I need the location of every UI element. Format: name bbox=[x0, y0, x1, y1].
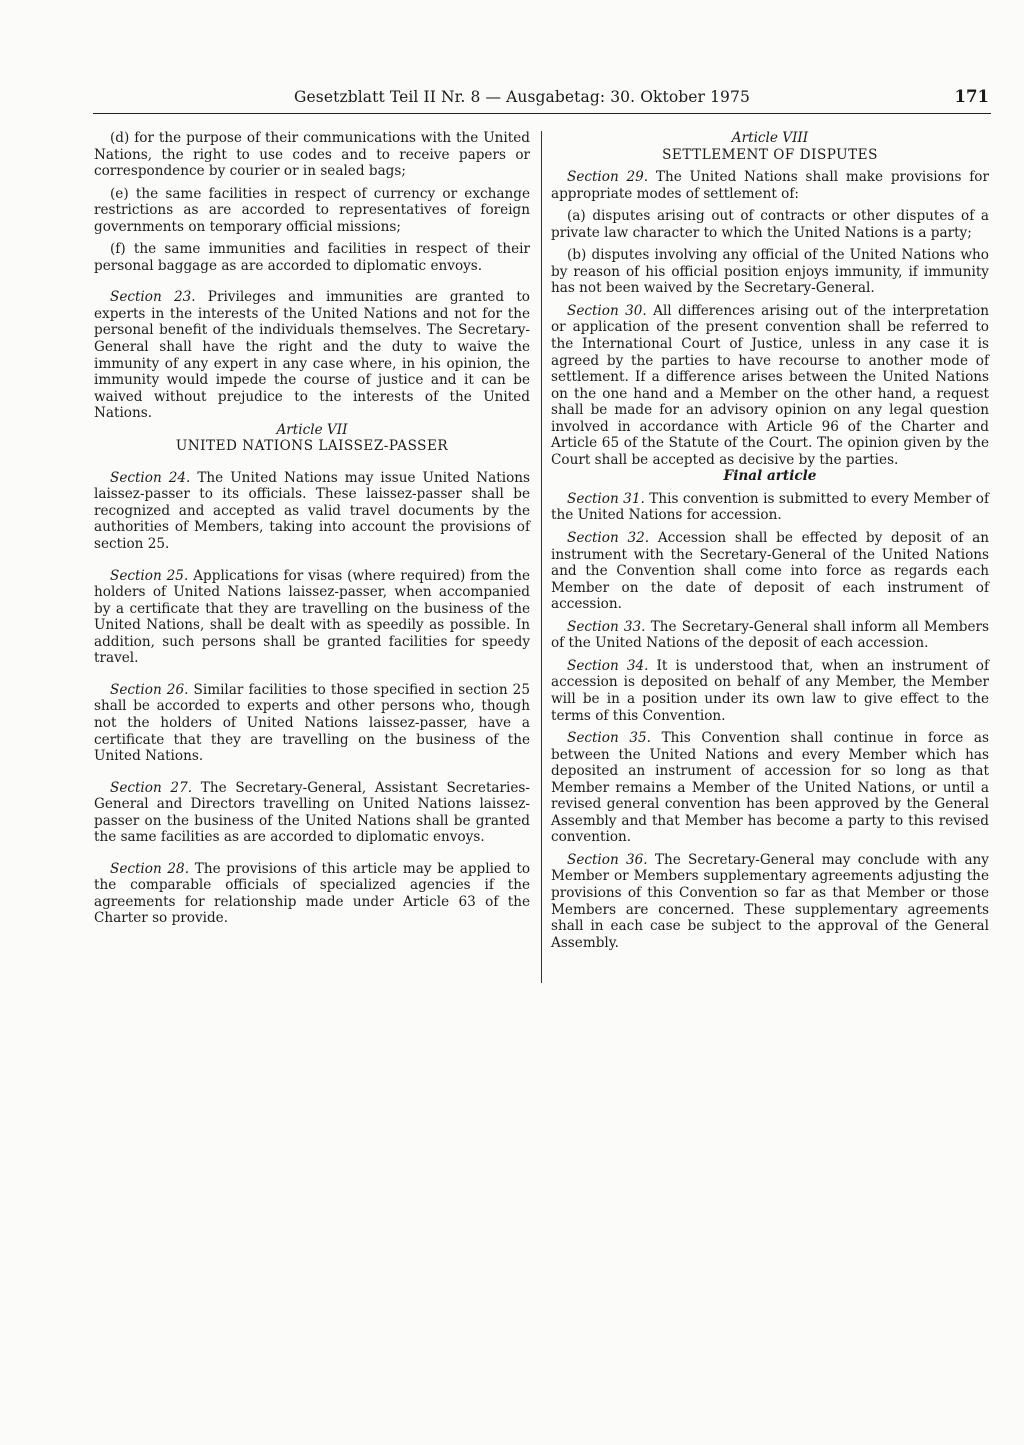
section-34 bbox=[551, 658, 989, 724]
section-label: Section 31. bbox=[567, 490, 645, 507]
section-30 bbox=[551, 303, 989, 468]
section-24 bbox=[94, 470, 530, 553]
page-header bbox=[93, 88, 991, 112]
item-e: (e) the same facilities in respect of currency or exchange restrictions as are accorded to representatives of foreign governments on temporary official missions; bbox=[94, 185, 530, 235]
section-label: Section 30. bbox=[567, 302, 647, 319]
section-label: Section 29. bbox=[567, 169, 649, 186]
section-label: Section 27. bbox=[110, 779, 193, 796]
section-text: The provisions of this article may be applied to the comparable officials of specialized agencies if the agreements for relationship made under Article 63 of the Charter so provide. bbox=[94, 860, 531, 927]
section-label: Section 28. bbox=[110, 860, 190, 877]
section-text: Privileges and immunities are granted to experts in the interests of the United Nations and not for the personal benefit of the individuals themselves. The Secretary-General shall have the right and the duty to waive the immunity of any expert in any case where, in his opinion, the immunity would impede the course of justice and it can be waived without prejudice to the interests of the United Nations. bbox=[94, 289, 530, 422]
section-label: Section 34. bbox=[567, 657, 649, 674]
section-29-item-b: (b) disputes involving any official of the United Nations who by reason of his official position enjoys immunity, if immunity has not been waived by the Secretary-General. bbox=[551, 247, 989, 297]
section-label: Section 32. bbox=[567, 530, 650, 547]
section-33 bbox=[551, 619, 989, 652]
page-number: 171 bbox=[954, 87, 989, 106]
article-8-heading: SETTLEMENT OF DISPUTES bbox=[662, 146, 878, 163]
section-text: The Secretary-General shall inform all Members of the United Nations of the deposit of each accession. bbox=[551, 618, 989, 652]
section-text: Applications for visas (where required) from the holders of United Nations laissez-passer, when accompanied by a certificate that they are travelling on the business of the United Nations, shall be dealt with as speedily as possible. In addition, such persons shall be granted facilities for speedy travel. bbox=[94, 567, 530, 667]
section-label: Section 24. bbox=[110, 469, 191, 486]
section-text: It is understood that, when an instrument of accession is deposited on behalf of any Member, the Member will be in a position under its own law to give effect to the terms of this Convention. bbox=[551, 657, 989, 724]
section-label: Section 26. bbox=[110, 681, 189, 698]
section-36 bbox=[551, 852, 989, 951]
right-column bbox=[551, 130, 989, 951]
section-text: The United Nations may issue United Nations laissez-passer to its officials. These laissez-passer shall be recognized and accepted as valid travel documents by the authorities of Members, taking into account the provisions of section 25. bbox=[94, 469, 530, 553]
header-title: Gesetzblatt Teil II Nr. 8 — Ausgabetag: 30. Oktober 1975 bbox=[294, 88, 750, 106]
column-divider bbox=[541, 131, 542, 983]
section-text: The Secretary-General, Assistant Secretaries-General and Directors travelling on United Nations laissez-passer on the business of the United Nations shall be granted the same facilities as are accorded to diplomatic envoys. bbox=[94, 779, 530, 846]
section-text: Similar facilities to those specified in section 25 shall be accorded to experts and other persons who, though not the holders of United Nations laissez-passer, have a certificate that they are travelling on the business of the United Nations. bbox=[94, 681, 530, 765]
article-7-heading: UNITED NATIONS LAISSEZ-PASSER bbox=[175, 438, 449, 455]
section-text: The United Nations shall make provisions for appropriate modes of settlement of: bbox=[551, 169, 989, 202]
section-28 bbox=[94, 861, 530, 927]
left-column bbox=[94, 130, 530, 927]
section-label: Section 33. bbox=[567, 618, 646, 635]
section-label: Section 35. bbox=[567, 730, 651, 747]
section-text: Accession shall be effected by deposit of an instrument with the Secretary-General of the United Nations and the Convention shall come into force as regards each Member on the date of deposit of each instrument of accession. bbox=[551, 530, 989, 613]
section-text: The Secretary-General may conclude with any Member or Members supplementary agreements adjusting the provisions of this Convention so far as that Member or those Members are concerned. These supplementary agreements shall in each case be subject to the approval of the General Assembly. bbox=[551, 851, 989, 951]
section-29 bbox=[551, 169, 989, 202]
section-text: This convention is submitted to every Member of the United Nations for accession. bbox=[551, 490, 990, 524]
section-text: This Convention shall continue in force as between the United Nations and every Member which has deposited an instrument of accession for so long as that Member remains a Member of the United Nations, or until a revised general convention has been approved by the General Assembly and that Member has become a party to this revised convention. bbox=[551, 730, 989, 846]
header-rule bbox=[93, 113, 991, 114]
item-d: (d) for the purpose of their communications with the United Nations, the right to use codes and to receive papers or correspondence by courier or in sealed bags; bbox=[94, 130, 530, 180]
section-31 bbox=[551, 491, 989, 524]
section-26 bbox=[94, 682, 530, 765]
section-29-item-a: (a) disputes arising out of contracts or other disputes of a private law character to which the United Nations is a party; bbox=[551, 208, 989, 241]
section-25 bbox=[94, 568, 530, 667]
section-32 bbox=[551, 530, 989, 613]
section-35 bbox=[551, 730, 989, 846]
section-label: Section 25. bbox=[110, 567, 189, 584]
final-article-title: Final article bbox=[723, 468, 817, 485]
article-8-title: Article VIII bbox=[731, 130, 809, 146]
section-label: Section 23. bbox=[110, 289, 196, 306]
section-label: Section 36. bbox=[567, 851, 648, 868]
section-23 bbox=[94, 289, 530, 421]
article-7-title: Article VII bbox=[276, 421, 348, 438]
item-f: (f) the same immunities and facilities in respect of their personal baggage as are accorded to diplomatic envoys. bbox=[94, 241, 530, 274]
section-27 bbox=[94, 780, 530, 846]
section-text: All differences arising out of the interpretation or application of the present convention shall be referred to the International Court of Justice, unless in any case it is agreed by the parties to have recourse to another mode of settlement. If a difference arises between the United Nations on the one hand and a Member on the other hand, a request shall be made for an advisory opinion on any legal question involved in accordance with Article 96 of the Charter and Article 65 of the Statute of the Court. The opinion given by the Court shall be accepted as decisive by the parties. bbox=[551, 302, 989, 468]
